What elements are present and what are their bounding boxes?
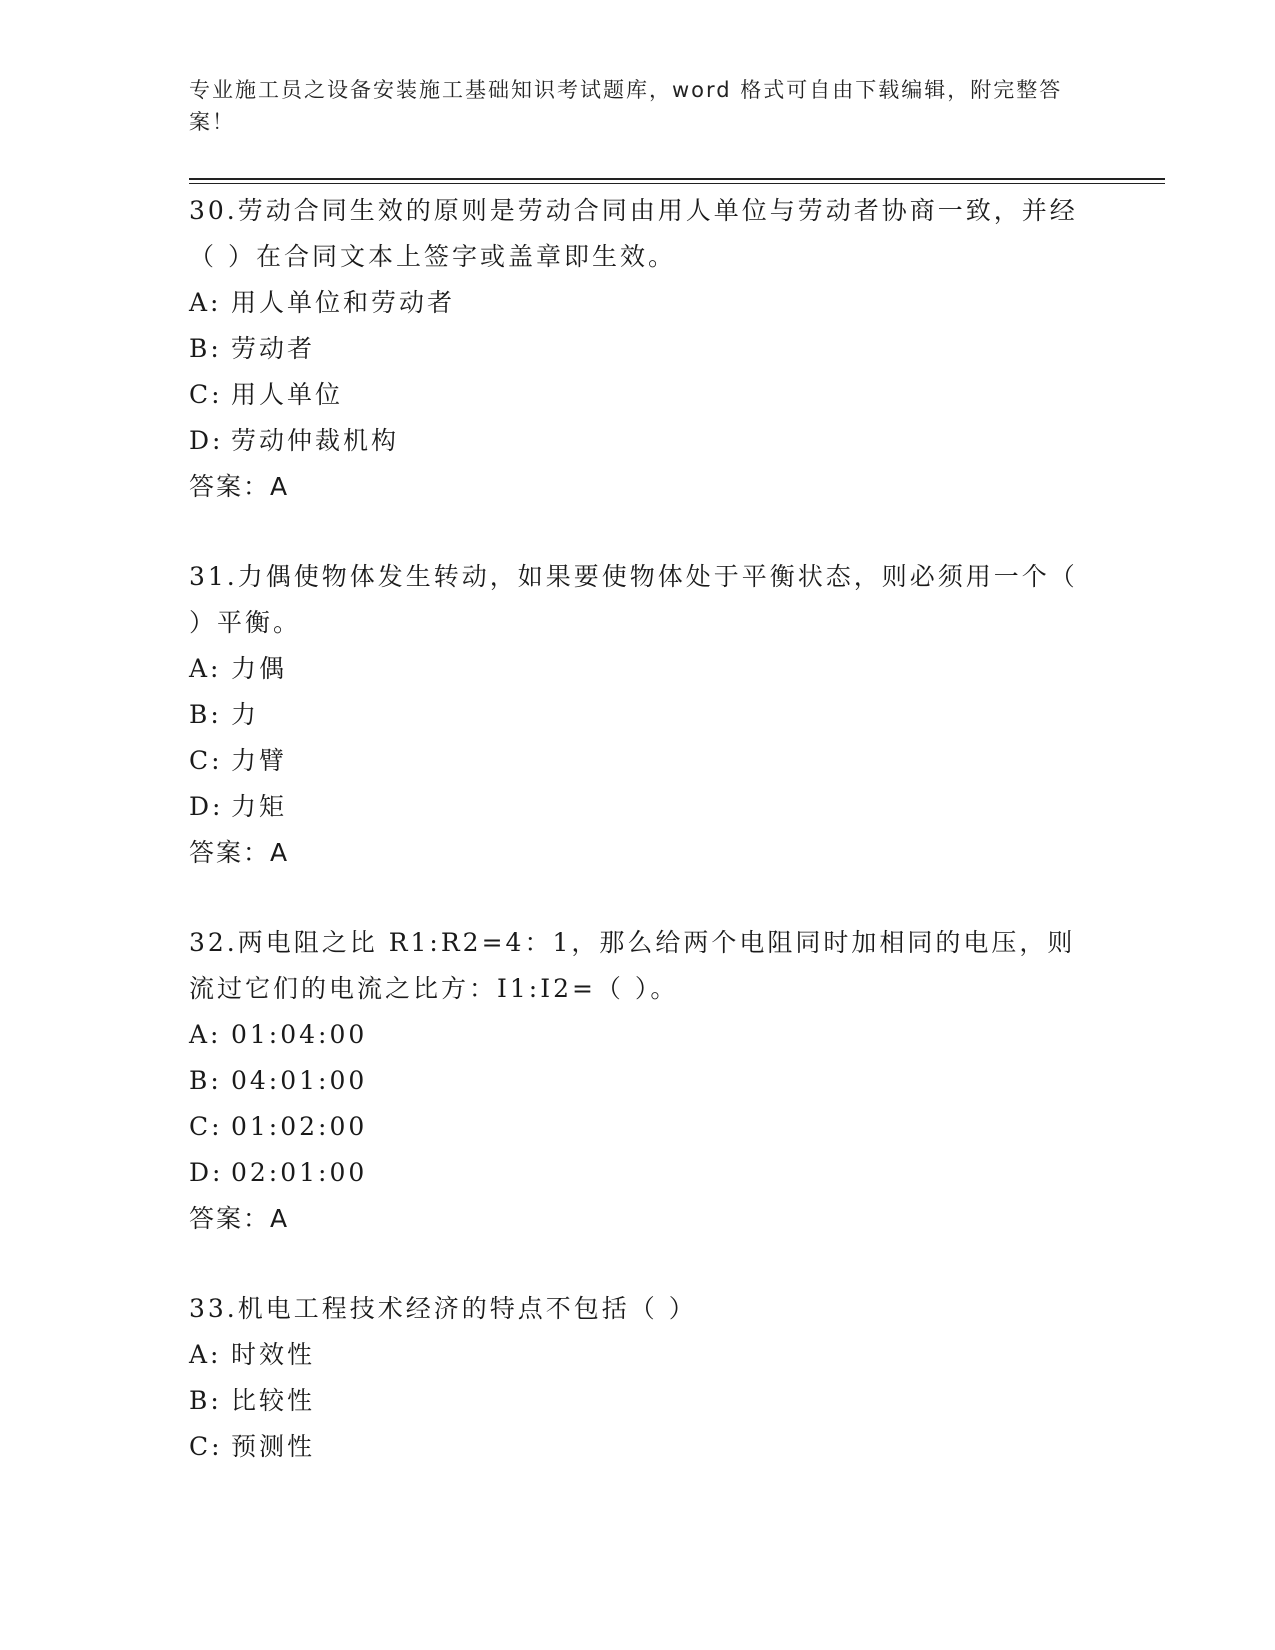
option-text: 01:02:00	[231, 1112, 368, 1141]
question-30	[189, 188, 1089, 510]
option-b	[189, 326, 1089, 372]
question-list	[189, 188, 1089, 1514]
option-text: 力矩	[231, 792, 288, 821]
option-key: A:	[189, 288, 222, 317]
option-key: A:	[189, 1020, 222, 1049]
option-d	[189, 784, 1089, 830]
option-c	[189, 372, 1089, 418]
answer-line: 答案：A	[189, 1204, 290, 1233]
option-text: 02:01:00	[231, 1158, 368, 1187]
option-text: 04:01:00	[231, 1066, 368, 1095]
header-rule-thick	[189, 178, 1165, 180]
document-header: 专业施工员之设备安装施工基础知识考试题库，word 格式可自由下载编辑，附完整答案！	[189, 78, 1063, 134]
option-key: B:	[189, 1386, 222, 1415]
option-text: 时效性	[231, 1340, 316, 1369]
option-text: 01:04:00	[231, 1020, 368, 1049]
option-a	[189, 1012, 1089, 1058]
option-text: 预测性	[231, 1432, 316, 1461]
answer-line: 答案：A	[189, 838, 290, 867]
option-key: D:	[189, 792, 224, 821]
option-key: C:	[189, 746, 223, 775]
question-stem: 33.机电工程技术经济的特点不包括（ ）	[189, 1294, 697, 1323]
option-key: C:	[189, 1112, 223, 1141]
option-b	[189, 692, 1089, 738]
question-stem: 30.劳动合同生效的原则是劳动合同由用人单位与劳动者协商一致，并经（ ）在合同文本上签字或盖章即生效。	[189, 196, 1078, 271]
option-d	[189, 418, 1089, 464]
option-key: C:	[189, 1432, 223, 1461]
question-31	[189, 554, 1089, 876]
option-key: D:	[189, 426, 224, 455]
option-key: B:	[189, 334, 222, 363]
option-text: 比较性	[231, 1386, 316, 1415]
option-text: 力	[231, 700, 260, 729]
option-text: 用人单位和劳动者	[231, 288, 456, 317]
option-key: A:	[189, 1340, 222, 1369]
question-32	[189, 920, 1089, 1242]
option-key: B:	[189, 700, 222, 729]
option-a	[189, 646, 1089, 692]
option-c	[189, 1424, 1089, 1470]
option-key: A:	[189, 654, 222, 683]
option-text: 用人单位	[231, 380, 344, 409]
option-c	[189, 738, 1089, 784]
option-text: 劳动者	[231, 334, 316, 363]
question-stem: 32.两电阻之比 R1:R2=4：1，那么给两个电阻同时加相同的电压，则流过它们的电流之比方：I1:I2=（ ）。	[189, 928, 1076, 1003]
option-c	[189, 1104, 1089, 1150]
option-a	[189, 1332, 1089, 1378]
option-b	[189, 1058, 1089, 1104]
option-text: 劳动仲裁机构	[231, 426, 400, 455]
option-text: 力偶	[231, 654, 288, 683]
option-text: 力臂	[231, 746, 288, 775]
question-stem: 31.力偶使物体发生转动，如果要使物体处于平衡状态，则必须用一个（ ）平衡。	[189, 562, 1078, 637]
option-key: D:	[189, 1158, 224, 1187]
option-key: B:	[189, 1066, 222, 1095]
option-key: C:	[189, 380, 223, 409]
header-rule-thin	[189, 183, 1165, 184]
answer-line: 答案：A	[189, 472, 290, 501]
question-33	[189, 1286, 1089, 1470]
option-b	[189, 1378, 1089, 1424]
option-a	[189, 280, 1089, 326]
option-d	[189, 1150, 1089, 1196]
